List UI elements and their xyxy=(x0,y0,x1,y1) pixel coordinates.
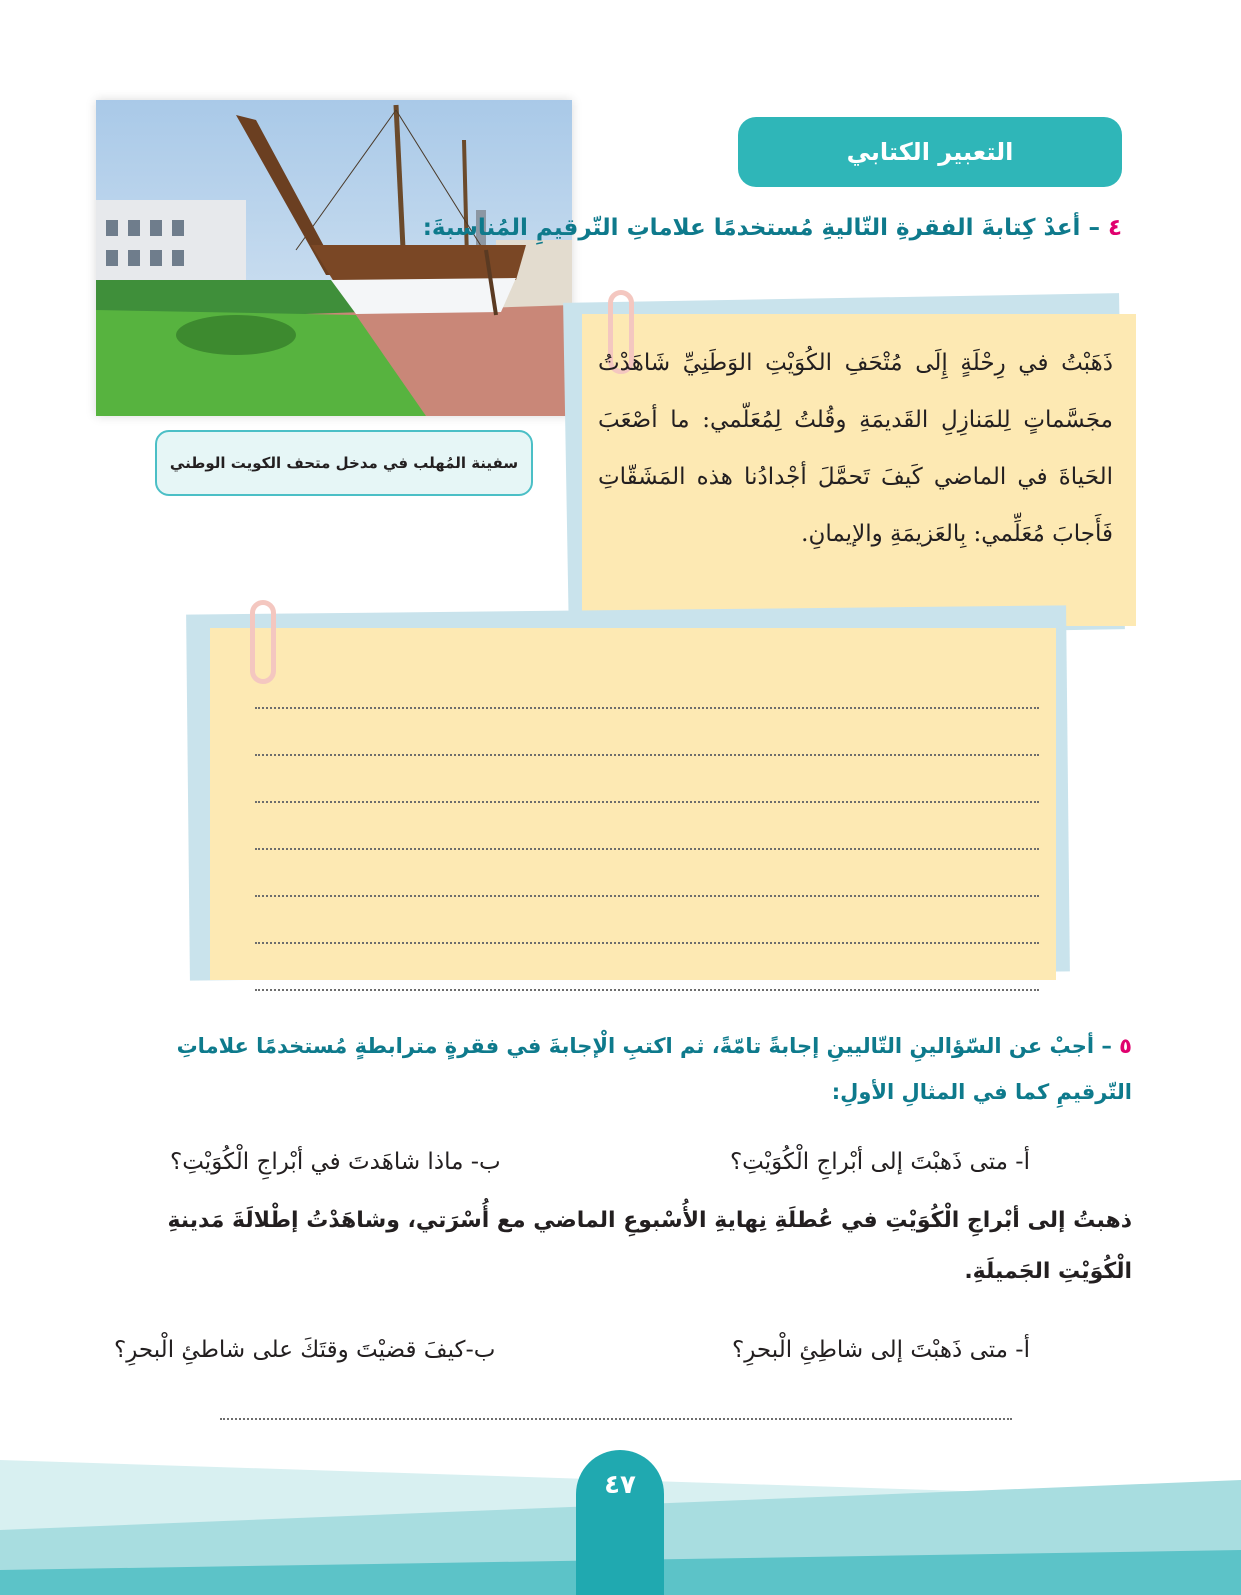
exercise-question-b: ب-كيفَ قضيْتَ وقتَكَ على شاطئِ الْبحرِ؟ xyxy=(114,1337,496,1363)
question-5-text: – أجبْ عن السّؤالينِ التّاليينِ إجابةً تامّةً، ثم اكتبِ الْإجابةَ في فقرةٍ مترابطةٍ مُستخدمًا علاماتِ التّرقيمِ كما في المثالِ الأولِ: xyxy=(176,1034,1132,1104)
example-question-a: أ- متى ذَهبْتَ إلى أبْراجِ الْكُوَيْتِ؟ xyxy=(729,1149,1030,1175)
question-4 xyxy=(90,200,1122,256)
example-questions xyxy=(170,1142,1030,1182)
writing-line[interactable] xyxy=(255,850,1039,897)
ship-image xyxy=(96,100,572,416)
answer-line[interactable] xyxy=(220,1408,1012,1420)
example-answer: ذهبتُ إلى أبْراجِ الْكُوَيْتِ في عُطلَةِ نِهايةِ الأُسْبوعِ الماضي مع أُسْرَتي، وشاهَدْتُ إطْلالَةَ مَدينةِ الْكُوَيْتِ الجَميلَةِ. xyxy=(167,1208,1132,1284)
writing-area[interactable] xyxy=(255,662,1039,991)
writing-line[interactable] xyxy=(255,803,1039,850)
photo-caption: سفينة المُهلب في مدخل متحف الكويت الوطني xyxy=(155,430,533,496)
question-5 xyxy=(110,1023,1132,1115)
exercise-questions xyxy=(114,1330,1030,1370)
page-number-tab xyxy=(576,1450,664,1595)
section-title-pill: التعبير الكتابي xyxy=(738,117,1122,187)
writing-line[interactable] xyxy=(255,662,1039,709)
exercise-question-a: أ- متى ذَهبْتَ إلى شاطِئِ الْبحرِ؟ xyxy=(732,1337,1030,1363)
writing-line[interactable] xyxy=(255,709,1039,756)
writing-line[interactable] xyxy=(255,944,1039,991)
page-number: ٤٧ xyxy=(604,1470,636,1500)
unpunctuated-paragraph: ذَهَبْتُ في رِحْلَةٍ إِلَى مُتْحَفِ الكُوَيْتِ الوَطَنِيِّ شَاهَدْتُ مجَسَّماتٍ لِلمَنازِلِ القَديمَةِ وقُلتُ لِمُعَلّمي: ما أصْعَبَ الحَياةَ في الماضي كَيفَ تَحمَّلَ أجْدادُنا هذه المَشَقّاتِ فَأَجابَ مُعَلِّمي: بِالعَزيمَةِ والإيمانِ. xyxy=(598,350,1113,547)
museum-ship-photo xyxy=(96,100,572,416)
question-4-text: – أعدْ كِتابةَ الفقرةِ التّاليةِ مُستخدمًا علاماتِ التّرقيمِ المُناسبةَ: xyxy=(422,215,1108,241)
writing-line[interactable] xyxy=(255,897,1039,944)
example-question-b: ب- ماذا شاهَدتَ في أبْراجِ الْكُوَيْتِ؟ xyxy=(170,1149,501,1175)
writing-line[interactable] xyxy=(255,756,1039,803)
question-4-number: ٤ xyxy=(1107,215,1122,241)
question-5-number: ٥ xyxy=(1119,1034,1132,1058)
